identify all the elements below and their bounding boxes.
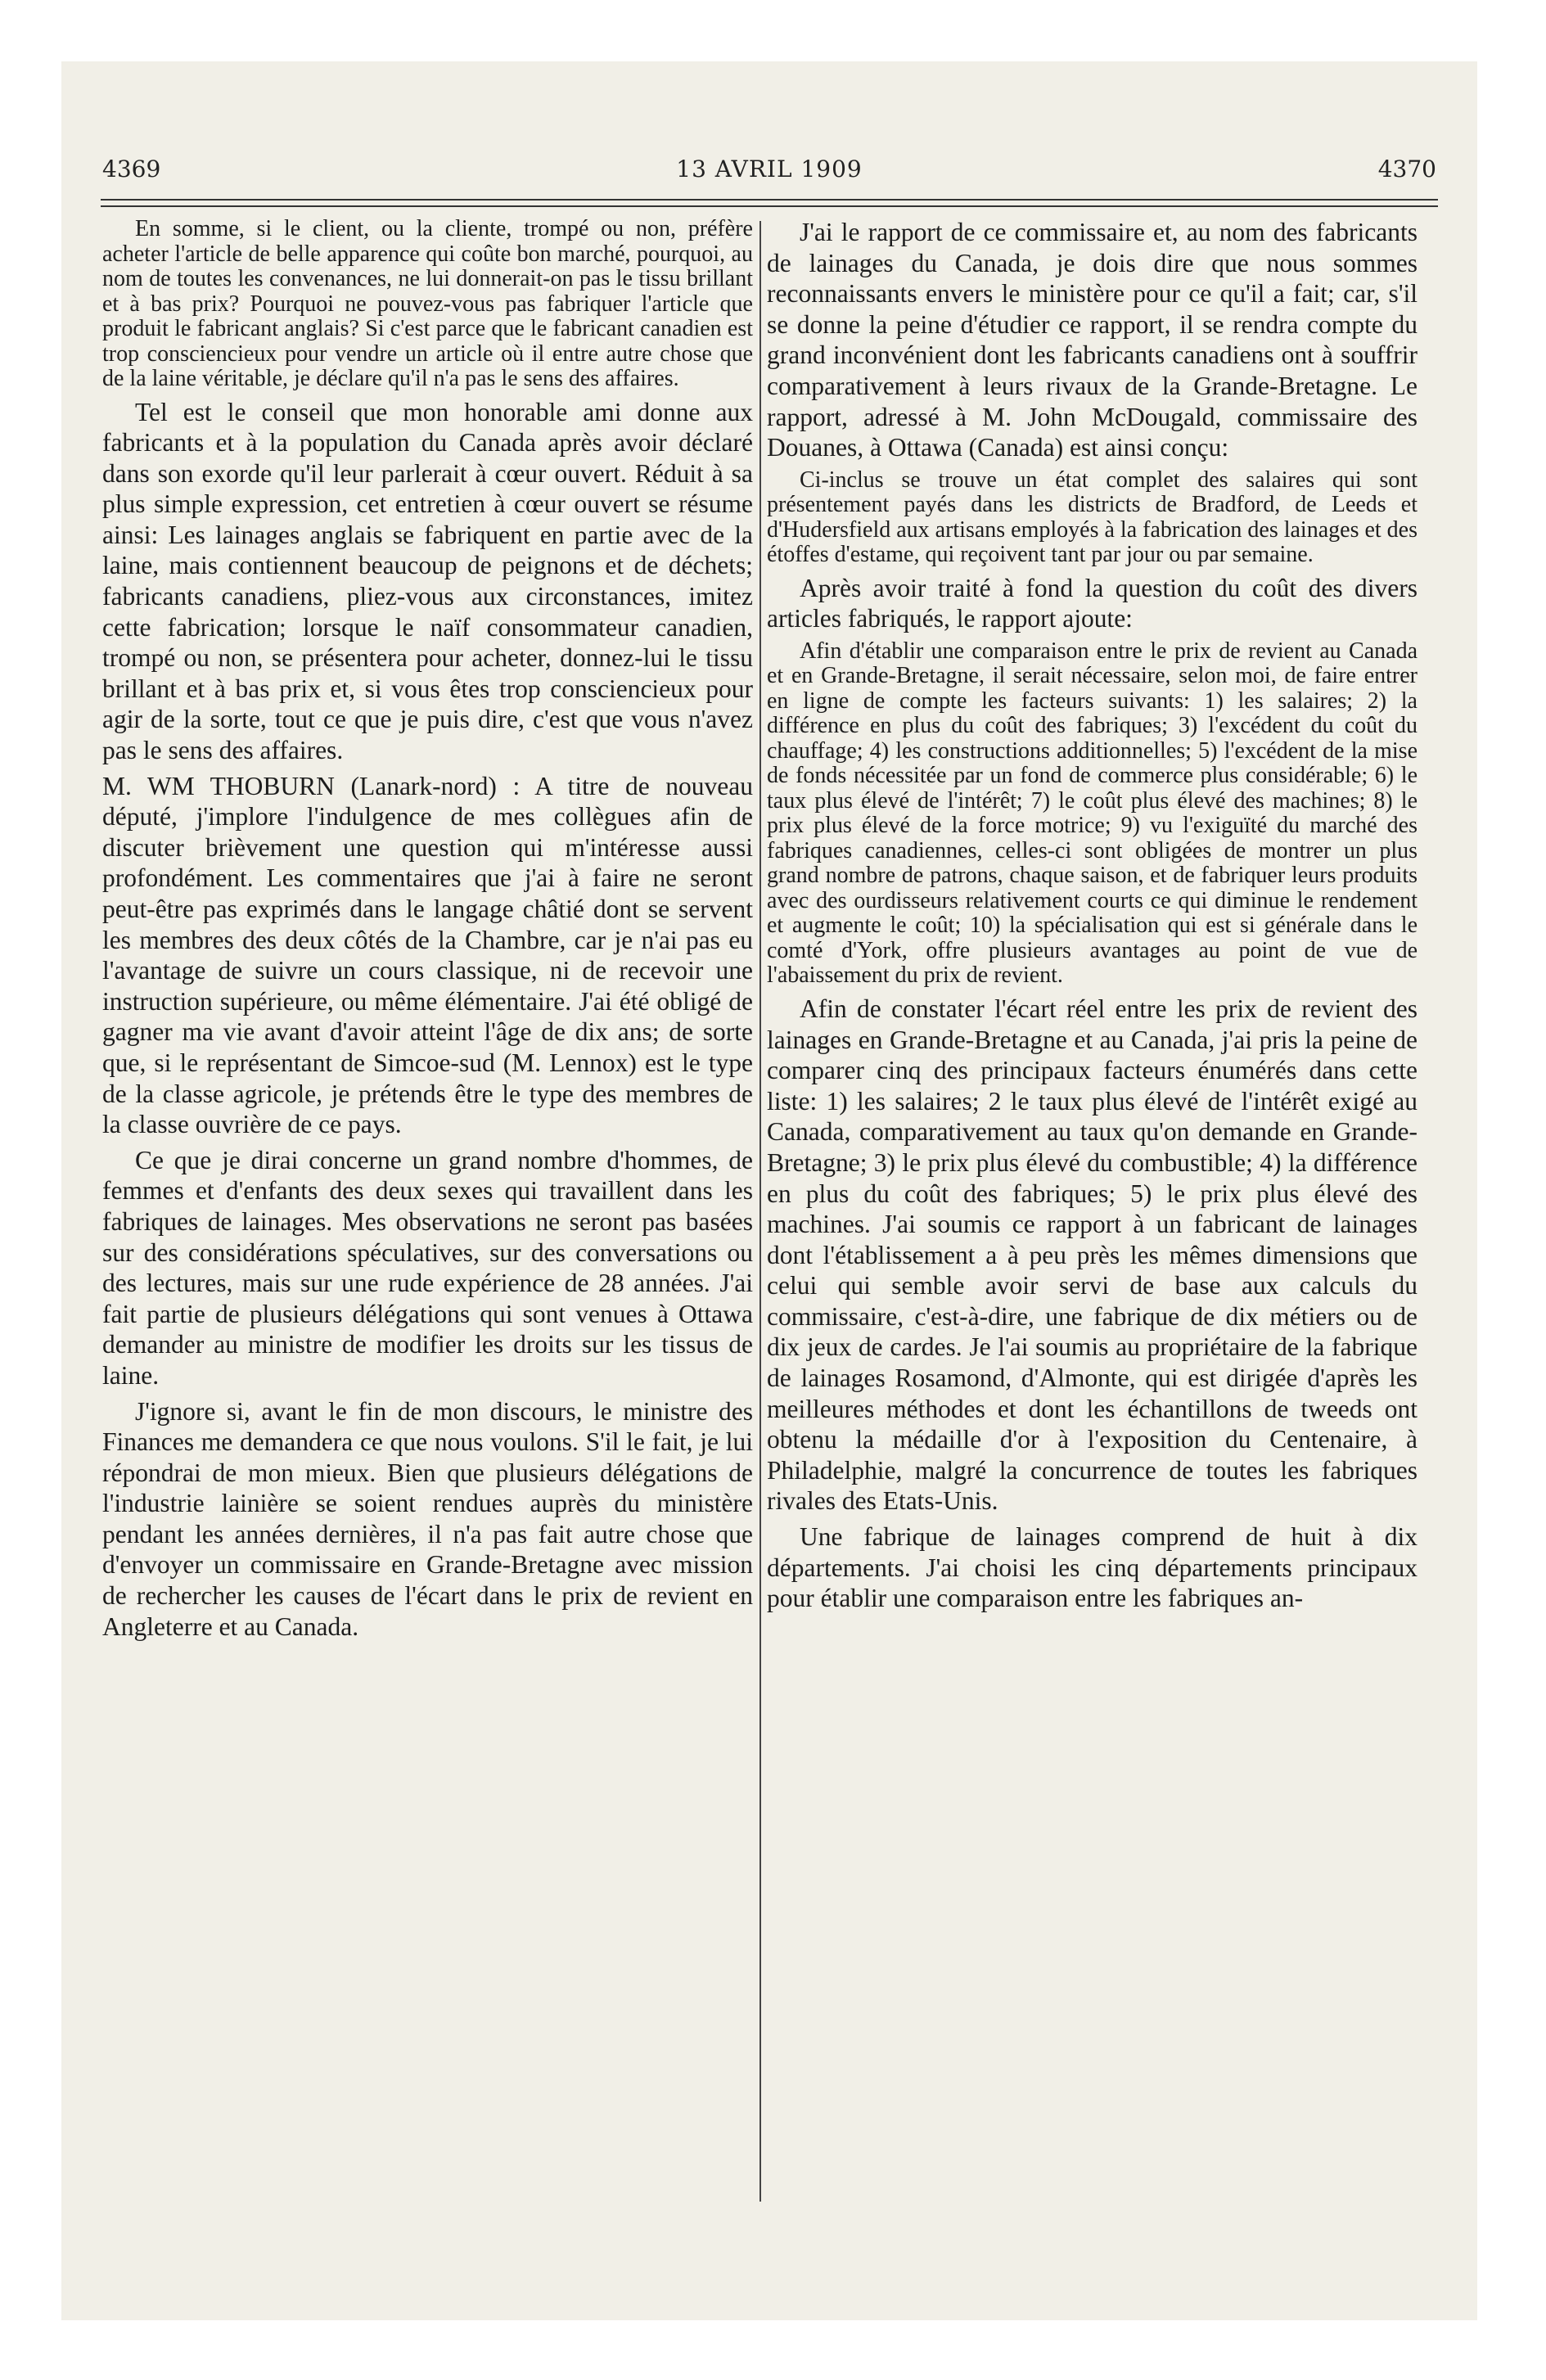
paragraph: J'ignore si, avant le fin de mon discours, le ministre des Finances me demandera ce que nous voulons. S'il le fait, je lui répondrai de mon mieux. Bien que plusieurs délégations de l'industrie lainière se soient rendues auprès du ministère pendant les années dernières, il n'a pas fait autre chose que d'envoyer un commissaire en Grande-Bretagne avec mission de rechercher les causes de l'écart dans le prix de revient en Angleterre et au Canada. — [102, 1396, 753, 1641]
paragraph: Afin de constater l'écart réel entre les prix de revient des lainages en Grande-Bretagne et au Canada, j'ai pris la peine de comparer cinq des principaux facteurs énumérés dans cette liste: 1) les salaires; 2 le taux plus élevé de l'intérêt exigé au Canada, comparativement au taux qu'on demande en Grande-Bretagne; 3) le prix plus élevé du combustible; 4) la différence en plus du coût des fabriques; 5) le prix plus élevé des machines. J'ai soumis ce rapport à un fabricant de lainages dont l'établissement a à peu près les mêmes dimensions que celui qui semble avoir servi de base aux calculs du commissaire, c'est-à-dire, une fabrique de dix métiers ou de dix jeux de cardes. Je l'ai soumis au propriétaire de la fabrique de lainages Rosamond, d'Almonte, qui est dirigée d'après les meilleures méthodes et dont les échantillons de tweeds ont obtenu la médaille d'or à l'exposition du Centenaire, à Philadelphie, malgré la concurrence de toutes les fabriques rivales des Etats-Unis. — [767, 994, 1418, 1516]
left-column — [102, 217, 753, 2222]
document-page — [61, 61, 1477, 2320]
header-rule-2 — [101, 205, 1438, 207]
paragraph: J'ai le rapport de ce commissaire et, au nom des fabricants de lainages du Canada, je dois dire que nous sommes reconnaissants envers le ministère pour ce qu'il a fait; car, s'il se donne la peine d'étudier ce rapport, il se rendra compte du grand inconvénient dont les fabricants canadiens ont à souffrir comparativement à leurs rivaux de la Grande-Bretagne. Le rapport, adressé à M. John McDougald, commissaire des Douanes, à Ottawa (Canada) est ainsi conçu: — [767, 218, 1418, 462]
column-divider — [759, 221, 761, 2202]
paragraph: Ce que je dirai concerne un grand nombre d'hommes, de femmes et d'enfants des deux sexes qui travaillent dans les fabriques de lainages. Mes observations ne seront pas basées sur des considérations spéculatives, sur des conversations ou des lectures, mais sur une rude expérience de 28 années. J'ai fait partie de plusieurs délégations qui sont venues à Ottawa demander au ministre de modifier les droits sur les tissus de laine. — [102, 1145, 753, 1390]
header-rule — [101, 199, 1438, 201]
right-column — [767, 217, 1418, 2222]
paragraph: Après avoir traité à fond la question du coût des divers articles fabriqués, le rapport ajoute: — [767, 573, 1418, 633]
paragraph: En somme, si le client, ou la cliente, trompé ou non, préfère acheter l'article de belle apparence qui coûte bon marché, pourquoi, au nom de toutes les convenances, ne lui donnerait-on pas le tissu brillant et à bas prix? Pourquoi ne pouvez-vous pas fabriquer l'article que produit le fabricant anglais? Si c'est parce que le fabricant canadien est trop consciencieux pour vendre un article où il entre autre chose que de la laine véritable, je déclare qu'il n'a pas le sens des affaires. — [102, 217, 753, 391]
paragraph-thoburn: M. WM THOBURN (Lanark-nord) : A titre de nouveau député, j'implore l'indulgence de mes collègues afin de discuter brièvement une question qui m'intéresse aussi profondément. Les commentaires que j'ai à faire ne seront peut-être pas exprimés dans le langage châtié dont se servent les membres des deux côtés de la Chambre, car je n'ai pas eu l'avantage de suivre un cours classique, ni de recevoir une instruction supérieure, ou même élémentaire. J'ai été obligé de gagner ma vie avant d'avoir atteint l'âge de dix ans; de sorte que, si le représentant de Simcoe-sud (M. Lennox) est le type de la classe agricole, je prétends être le type des membres de la classe ouvrière de ce pays. — [102, 771, 753, 1139]
header-page-right: 4370 — [1377, 156, 1436, 183]
quoted-paragraph: Afin d'établir une comparaison entre le prix de revient au Canada et en Grande-Bretagne, il serait nécessaire, selon moi, de faire entrer en ligne de compte les facteurs suivants: 1) les salaires; 2) la différence en plus du coût des fabriques; 3) l'excédent du coût du chauffage; 4) les constructions additionnelles; 5) l'excédent de la mise de fonds nécessitée par un fond de commerce plus considérable; 6) le taux plus élevé de l'intérêt; 7) le coût plus élevé des machines; 8) le prix plus élevé de la force motrice; 9) vu l'exiguïté du marché des fabriques canadiennes, celles-ci sont obligées de montrer un plus grand nombre de patrons, chaque saison, et de fabriquer leurs produits avec des ourdisseurs relativement courts ce qui diminue le rendement et augmente le coût; 10) la spécialisation qui est si générale dans le comté d'York, offre plusieurs avantages au point de vue de l'abaissement du prix de revient. — [767, 638, 1418, 989]
header-date: 13 AVRIL 1909 — [676, 156, 863, 183]
paragraph: Tel est le conseil que mon honorable ami donne aux fabricants et à la population du Canada après avoir déclaré dans son exorde qu'il leur parlerait à cœur ouvert. Réduit à sa plus simple expression, cet entretien à cœur ouvert se résume ainsi: Les lainages anglais se fabriquent en partie avec de la laine, mais contiennent beaucoup de peignons et de déchets; fabricants canadiens, pliez-vous aux circonstances, imitez cette fabrication; lorsque le naïf consommateur canadien, trompé ou non, se présentera pour acheter, donnez-lui le tissu brillant et à bas prix et, si vous êtes trop consciencieux pour agir de la sorte, tout ce que je puis dire, c'est que vous n'avez pas le sens des affaires. — [102, 397, 753, 765]
header-page-left: 4369 — [102, 156, 161, 183]
paragraph: Une fabrique de lainages comprend de huit à dix départements. J'ai choisi les cinq départements principaux pour établir une comparaison entre les fabriques an- — [767, 1522, 1418, 1613]
quoted-paragraph: Ci-inclus se trouve un état complet des salaires qui sont présentement payés dans les districts de Bradford, de Leeds et d'Hudersfield aux artisans employés à la fabrication des lainages et des étoffes d'estame, qui reçoivent tant par jour ou par semaine. — [767, 467, 1418, 568]
